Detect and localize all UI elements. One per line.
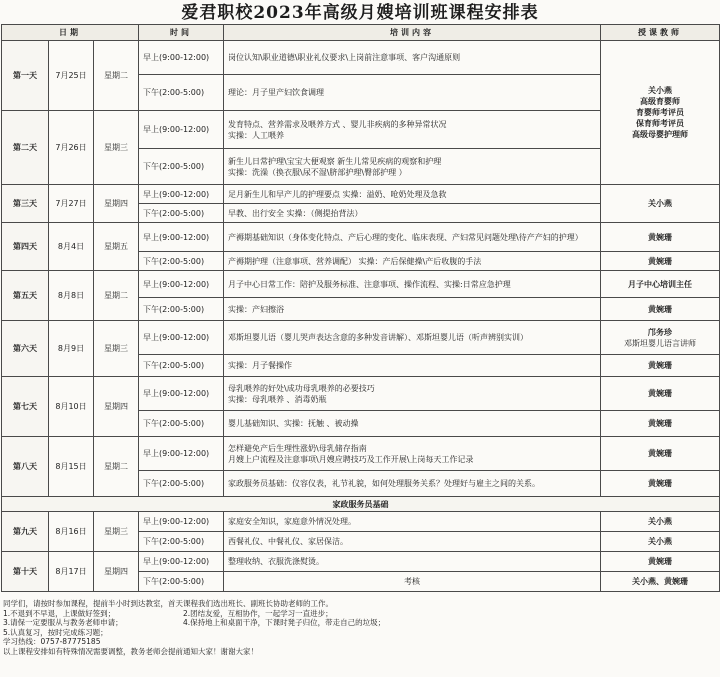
content-cell: 整理收纳、衣服洗涤熨烫。 bbox=[224, 552, 601, 572]
content-cell bbox=[224, 437, 601, 471]
time-cell: 早上(9:00-12:00) bbox=[139, 111, 224, 149]
header-date: 日期 bbox=[2, 25, 139, 41]
content-line: 发育特点、营养需求及喂养方式 、婴儿非疾病的多种异常状况 bbox=[228, 119, 447, 129]
content-cell: 婴儿基础知识、实操：抚触 、被动操 bbox=[224, 411, 601, 437]
note-item: 2.团结友爱，互相协作，一起学习一直进步； bbox=[183, 608, 333, 618]
content-line: 母乳喂养的好处\成功母乳喂养的必要技巧 bbox=[228, 383, 375, 393]
note-item: 4.保持地上和桌面干净，下课时凳子归位，带走自己的垃圾； bbox=[183, 618, 386, 627]
time-cell: 早上(9:00-12:00) bbox=[139, 512, 224, 532]
time-cell: 下午(2:00-5:00) bbox=[139, 75, 224, 111]
day-label: 第六天 bbox=[2, 321, 49, 377]
time-cell: 早上(9:00-12:00) bbox=[139, 377, 224, 411]
time-cell: 下午(2:00-5:00) bbox=[139, 298, 224, 321]
teacher-cell: 黄婉珊 bbox=[601, 355, 720, 377]
time-cell: 早上(9:00-12:00) bbox=[139, 223, 224, 252]
time-cell: 下午(2:00-5:00) bbox=[139, 532, 224, 552]
content-cell: 实操：月子餐操作 bbox=[224, 355, 601, 377]
day-label: 第八天 bbox=[2, 437, 49, 497]
time-cell: 下午(2:00-5:00) bbox=[139, 355, 224, 377]
header-time: 时间 bbox=[139, 25, 224, 41]
content-line: 新生儿日常护理\宝宝大便观察 新生儿常见疾病的观察和护理 bbox=[228, 156, 442, 166]
content-cell: 岗位认知\职业道德\职业礼仪要求\上岗前注意事项、客户沟通原则 bbox=[224, 41, 601, 75]
notes-row bbox=[3, 618, 717, 628]
content-line: 实操：洗澡（换衣服\尿不湿\脐部护理\臀部护理 ） bbox=[228, 167, 407, 177]
weekday-cell: 星期二 bbox=[94, 437, 139, 497]
teacher-cell bbox=[601, 41, 720, 185]
time-cell: 下午(2:00-5:00) bbox=[139, 149, 224, 185]
time-cell: 早上(9:00-12:00) bbox=[139, 185, 224, 204]
teacher-name: 邝务珍 bbox=[648, 327, 673, 337]
notes-block bbox=[3, 599, 717, 656]
content-cell: 家政服务员基础：仪容仪表，礼节礼貌，如何处理服务关系？处理好与雇主之间的关系。 bbox=[224, 471, 601, 497]
date-cell: 7月25日 bbox=[49, 41, 94, 111]
weekday-cell: 星期四 bbox=[94, 185, 139, 223]
teacher-cell: 黄婉珊 bbox=[601, 377, 720, 411]
notes-row bbox=[3, 609, 717, 619]
content-cell: 邓斯坦婴儿语（婴儿哭声表达含意的多种发音讲解）、邓斯坦婴儿语（听声辨别实训） bbox=[224, 321, 601, 355]
time-cell: 早上(9:00-12:00) bbox=[139, 41, 224, 75]
weekday-cell: 星期三 bbox=[94, 512, 139, 552]
time-cell: 下午(2:00-5:00) bbox=[139, 252, 224, 271]
content-cell bbox=[224, 111, 601, 149]
content-cell: 理论：月子里产妇饮食调理 bbox=[224, 75, 601, 111]
day-label: 第三天 bbox=[2, 185, 49, 223]
content-cell: 西餐礼仪、中餐礼仪、家居保洁。 bbox=[224, 532, 601, 552]
teacher-cell: 黄婉珊 bbox=[601, 298, 720, 321]
teacher-cell: 黄婉珊 bbox=[601, 411, 720, 437]
table-row bbox=[2, 41, 720, 75]
weekday-cell: 星期五 bbox=[94, 223, 139, 271]
day-label: 第二天 bbox=[2, 111, 49, 185]
header-teacher: 授课教师 bbox=[601, 25, 720, 41]
header-content: 培训内容 bbox=[224, 25, 601, 41]
time-cell: 早上(9:00-12:00) bbox=[139, 321, 224, 355]
time-cell: 下午(2:00-5:00) bbox=[139, 411, 224, 437]
content-line: 实操：人工喂养 bbox=[228, 130, 285, 140]
time-cell: 下午(2:00-5:00) bbox=[139, 572, 224, 592]
time-cell: 下午(2:00-5:00) bbox=[139, 204, 224, 223]
teacher-cell bbox=[601, 321, 720, 355]
date-cell: 8月15日 bbox=[49, 437, 94, 497]
teacher-name: 关小燕 bbox=[648, 86, 673, 95]
day-label: 第九天 bbox=[2, 512, 49, 552]
time-cell: 早上(9:00-12:00) bbox=[139, 437, 224, 471]
exam-cell: 考核 bbox=[224, 572, 601, 592]
weekday-cell: 星期二 bbox=[94, 271, 139, 321]
schedule-table bbox=[1, 24, 720, 592]
date-cell: 8月9日 bbox=[49, 321, 94, 377]
table-row bbox=[2, 223, 720, 252]
section-row bbox=[2, 497, 720, 512]
date-cell: 7月26日 bbox=[49, 111, 94, 185]
content-cell: 早教、出行安全 实操：（侧提抬背法） bbox=[224, 204, 601, 223]
day-label: 第七天 bbox=[2, 377, 49, 437]
date-cell: 8月17日 bbox=[49, 552, 94, 592]
teacher-cell: 黄婉珊 bbox=[601, 252, 720, 271]
date-cell: 7月27日 bbox=[49, 185, 94, 223]
teacher-title: 邓斯坦婴儿语言讲师 bbox=[624, 338, 697, 348]
date-cell: 8月8日 bbox=[49, 271, 94, 321]
content-cell bbox=[224, 149, 601, 185]
teacher-title: 保育师考评员 bbox=[636, 119, 685, 128]
notes-footer: 以上课程安排如有特殊情况需要调整，教务老师会提前通知大家！谢谢大家！ bbox=[3, 646, 258, 656]
weekday-cell: 星期四 bbox=[94, 552, 139, 592]
time-cell: 早上(9:00-12:00) bbox=[139, 552, 224, 572]
time-cell: 下午(2:00-5:00) bbox=[139, 471, 224, 497]
day-label: 第一天 bbox=[2, 41, 49, 111]
page-title: 爱君职校2023年高级月嫂培训班课程安排表 bbox=[181, 3, 539, 23]
content-cell bbox=[224, 377, 601, 411]
content-cell: 足月新生儿和早产儿的护理要点 实操：溢奶、呛奶处理及急救 bbox=[224, 185, 601, 204]
teacher-cell: 关小燕、黄婉珊 bbox=[601, 572, 720, 592]
weekday-cell: 星期三 bbox=[94, 321, 139, 377]
content-cell: 产褥期基础知识（身体变化特点、产后心理的变化、临床表现、产妇常见问题处理\待产产妇的护理） bbox=[224, 223, 601, 252]
teacher-cell: 黄婉珊 bbox=[601, 471, 720, 497]
table-row bbox=[2, 552, 720, 572]
day-label: 第五天 bbox=[2, 271, 49, 321]
teacher-cell: 月子中心培训主任 bbox=[601, 271, 720, 298]
teacher-title: 高级育婴师 bbox=[640, 97, 681, 106]
content-line: 怎样避免产后生理性涨奶\母乳储存指南 bbox=[228, 443, 367, 453]
content-cell: 家庭安全知识，家庭意外情况处理。 bbox=[224, 512, 601, 532]
teacher-cell: 关小燕 bbox=[601, 185, 720, 223]
header-row bbox=[2, 25, 720, 41]
weekday-cell: 星期四 bbox=[94, 377, 139, 437]
day-label: 第十天 bbox=[2, 552, 49, 592]
teacher-cell: 关小燕 bbox=[601, 512, 720, 532]
content-line: 月嫂上户流程及注意事项\月嫂应聘技巧及工作开展\上岗每天工作记录 bbox=[228, 454, 474, 464]
teacher-cell: 黄婉珊 bbox=[601, 223, 720, 252]
teacher-cell: 黄婉珊 bbox=[601, 437, 720, 471]
content-cell: 实操：产妇擦浴 bbox=[224, 298, 601, 321]
table-row bbox=[2, 377, 720, 411]
section-label: 家政服务员基础 bbox=[2, 497, 720, 512]
teacher-title: 高级母婴护理师 bbox=[632, 130, 689, 139]
content-cell: 产褥期护理（注意事项、营养调配） 实操：产后保健操\产后收腹的手法 bbox=[224, 252, 601, 271]
note-item: 1.不退到不早退，上课做好签到； bbox=[3, 608, 116, 618]
time-cell: 早上(9:00-12:00) bbox=[139, 271, 224, 298]
date-cell: 8月10日 bbox=[49, 377, 94, 437]
teacher-title: 育婴师考评员 bbox=[636, 108, 685, 117]
note-item: 3.请保一定要服从与教务老师申请； bbox=[3, 618, 123, 627]
hotline: 学习热线：0757-87775185 bbox=[3, 637, 101, 646]
note-item: 5.认真复习，按时完成练习题； bbox=[3, 627, 108, 637]
table-row bbox=[2, 437, 720, 471]
date-cell: 8月4日 bbox=[49, 223, 94, 271]
content-cell: 月子中心日常工作：陪护及服务标准、注意事项、操作流程、实操:日常应急护理 bbox=[224, 271, 601, 298]
table-row bbox=[2, 512, 720, 532]
table-row bbox=[2, 271, 720, 298]
content-line: 实操：母乳喂养 、消毒奶瓶 bbox=[228, 394, 327, 404]
day-label: 第四天 bbox=[2, 223, 49, 271]
weekday-cell: 星期二 bbox=[94, 41, 139, 111]
teacher-cell: 黄婉珊 bbox=[601, 552, 720, 572]
teacher-cell: 关小燕 bbox=[601, 532, 720, 552]
date-cell: 8月16日 bbox=[49, 512, 94, 552]
table-row bbox=[2, 185, 720, 204]
notes-intro: 同学们，请按时参加课程，提前半小时到达教室，首天课程我们选出班长、副班长协助老师的工作。 bbox=[3, 599, 333, 608]
table-row bbox=[2, 321, 720, 355]
weekday-cell: 星期三 bbox=[94, 111, 139, 185]
